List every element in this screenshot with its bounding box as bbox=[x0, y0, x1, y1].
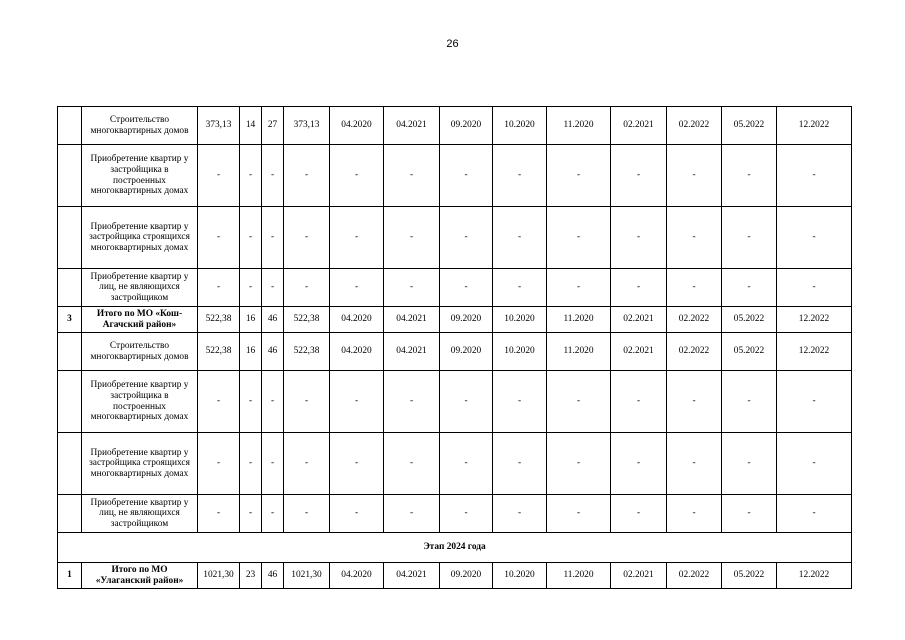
table-cell: - bbox=[384, 433, 440, 495]
table-cell: 46 bbox=[262, 307, 284, 333]
row-name: Приобретение квартир у лиц, не являющихся застройщиком bbox=[82, 495, 198, 533]
row-name: Приобретение квартир у застройщика строящихся многоквартирных домах bbox=[82, 433, 198, 495]
table-cell: - bbox=[284, 207, 330, 269]
table-cell: 02.2022 bbox=[667, 107, 722, 145]
table-cell: - bbox=[330, 207, 384, 269]
table-cell: - bbox=[284, 371, 330, 433]
table-cell: - bbox=[198, 433, 240, 495]
table-cell: 02.2021 bbox=[611, 333, 667, 371]
table-cell: - bbox=[722, 371, 777, 433]
table-cell: 09.2020 bbox=[440, 107, 493, 145]
table-cell: - bbox=[440, 371, 493, 433]
table-cell: - bbox=[262, 433, 284, 495]
row-number bbox=[58, 207, 82, 269]
table-cell: 373,13 bbox=[284, 107, 330, 145]
table-cell: - bbox=[384, 269, 440, 307]
table-cell: 04.2020 bbox=[330, 333, 384, 371]
table-cell: 12.2022 bbox=[777, 563, 852, 589]
table-total-row bbox=[58, 307, 852, 333]
table-cell: - bbox=[330, 371, 384, 433]
table-cell: 522,38 bbox=[198, 307, 240, 333]
table-cell: - bbox=[198, 495, 240, 533]
table-cell: - bbox=[611, 269, 667, 307]
table-cell: - bbox=[722, 145, 777, 207]
table-cell: - bbox=[777, 269, 852, 307]
row-name: Приобретение квартир у лиц, не являющихся застройщиком bbox=[82, 269, 198, 307]
table-cell: - bbox=[547, 433, 611, 495]
table-cell: - bbox=[330, 433, 384, 495]
table-cell: 522,38 bbox=[284, 307, 330, 333]
table-cell: - bbox=[240, 269, 262, 307]
table-cell: - bbox=[667, 145, 722, 207]
table-cell: - bbox=[284, 269, 330, 307]
table-cell: - bbox=[493, 207, 547, 269]
table-cell: - bbox=[440, 207, 493, 269]
table-cell: - bbox=[611, 433, 667, 495]
table-cell: 12.2022 bbox=[777, 107, 852, 145]
table-cell: 04.2020 bbox=[330, 307, 384, 333]
table-row bbox=[58, 371, 852, 433]
table-cell: 10.2020 bbox=[493, 307, 547, 333]
table-cell: - bbox=[384, 495, 440, 533]
table-cell: - bbox=[240, 495, 262, 533]
row-number bbox=[58, 107, 82, 145]
table-cell: - bbox=[493, 495, 547, 533]
table-cell: 10.2020 bbox=[493, 333, 547, 371]
row-number bbox=[58, 269, 82, 307]
table-cell: 1021,30 bbox=[284, 563, 330, 589]
table-cell: - bbox=[722, 207, 777, 269]
table-cell: 02.2021 bbox=[611, 563, 667, 589]
table-cell: 522,38 bbox=[284, 333, 330, 371]
table-cell: - bbox=[547, 495, 611, 533]
table-cell: - bbox=[777, 145, 852, 207]
row-number bbox=[58, 433, 82, 495]
table-cell: - bbox=[262, 495, 284, 533]
table-cell: 04.2021 bbox=[384, 563, 440, 589]
table-cell: 10.2020 bbox=[493, 563, 547, 589]
table-row bbox=[58, 269, 852, 307]
table-cell: - bbox=[611, 495, 667, 533]
table-cell: 46 bbox=[262, 333, 284, 371]
table-cell: - bbox=[493, 371, 547, 433]
table-cell: - bbox=[493, 433, 547, 495]
row-name: Приобретение квартир у застройщика в построенных многоквартирных домах bbox=[82, 145, 198, 207]
table-cell: 02.2022 bbox=[667, 333, 722, 371]
table-cell: 02.2021 bbox=[611, 307, 667, 333]
table-cell: 522,38 bbox=[198, 333, 240, 371]
table-cell: - bbox=[493, 145, 547, 207]
table-cell: - bbox=[330, 145, 384, 207]
row-name: Приобретение квартир у застройщика строящихся многоквартирных домах bbox=[82, 207, 198, 269]
table-cell: 11.2020 bbox=[547, 307, 611, 333]
table-cell: - bbox=[547, 269, 611, 307]
table-cell: 04.2020 bbox=[330, 563, 384, 589]
table-cell: 02.2021 bbox=[611, 107, 667, 145]
table-row bbox=[58, 333, 852, 371]
table-cell: 23 bbox=[240, 563, 262, 589]
table-cell: - bbox=[667, 371, 722, 433]
row-number bbox=[58, 145, 82, 207]
table-cell: 11.2020 bbox=[547, 563, 611, 589]
table-cell: 10.2020 bbox=[493, 107, 547, 145]
table-cell: - bbox=[262, 269, 284, 307]
table-cell: - bbox=[330, 269, 384, 307]
table-cell: 04.2021 bbox=[384, 307, 440, 333]
table-cell: 11.2020 bbox=[547, 333, 611, 371]
row-number bbox=[58, 495, 82, 533]
table-cell: - bbox=[777, 433, 852, 495]
table-cell: 05.2022 bbox=[722, 563, 777, 589]
table-cell: - bbox=[667, 495, 722, 533]
page-number: 26 bbox=[446, 38, 459, 50]
table-cell: - bbox=[198, 145, 240, 207]
table-cell: 04.2021 bbox=[384, 333, 440, 371]
table-cell: 373,13 bbox=[198, 107, 240, 145]
stage-label: Этап 2024 года bbox=[58, 533, 852, 563]
table-cell: - bbox=[440, 433, 493, 495]
table-cell: - bbox=[240, 433, 262, 495]
table-cell: 14 bbox=[240, 107, 262, 145]
table-cell: - bbox=[667, 433, 722, 495]
row-number bbox=[58, 371, 82, 433]
table-cell: - bbox=[611, 371, 667, 433]
table-cell: - bbox=[240, 207, 262, 269]
table-cell: 04.2020 bbox=[330, 107, 384, 145]
table-cell: - bbox=[722, 433, 777, 495]
table-cell: - bbox=[284, 145, 330, 207]
table-cell: 05.2022 bbox=[722, 307, 777, 333]
table-cell: - bbox=[440, 145, 493, 207]
table-cell: 05.2022 bbox=[722, 333, 777, 371]
table-cell: - bbox=[284, 433, 330, 495]
row-number: 1 bbox=[58, 563, 82, 589]
table-cell: - bbox=[547, 207, 611, 269]
row-number bbox=[58, 333, 82, 371]
table-cell: - bbox=[722, 269, 777, 307]
table-cell: 16 bbox=[240, 307, 262, 333]
table-cell: - bbox=[547, 145, 611, 207]
table-cell: - bbox=[198, 269, 240, 307]
row-name: Приобретение квартир у застройщика в построенных многоквартирных домах bbox=[82, 371, 198, 433]
table-cell: 09.2020 bbox=[440, 333, 493, 371]
table-cell: - bbox=[777, 207, 852, 269]
table-cell: - bbox=[611, 207, 667, 269]
table-cell: 46 bbox=[262, 563, 284, 589]
table-cell: - bbox=[667, 269, 722, 307]
table-row bbox=[58, 207, 852, 269]
table-cell: - bbox=[667, 207, 722, 269]
table-cell: 02.2022 bbox=[667, 307, 722, 333]
table-cell: - bbox=[440, 495, 493, 533]
row-name: Строительство многоквартирных домов bbox=[82, 333, 198, 371]
row-name: Итого по МО «Кош-Агачский район» bbox=[82, 307, 198, 333]
table-cell: 04.2021 bbox=[384, 107, 440, 145]
table-cell: - bbox=[284, 495, 330, 533]
table-cell: - bbox=[547, 371, 611, 433]
table-cell: - bbox=[198, 207, 240, 269]
table-cell: 12.2022 bbox=[777, 307, 852, 333]
table-cell: - bbox=[198, 371, 240, 433]
table-cell: 11.2020 bbox=[547, 107, 611, 145]
row-name: Итого по МО «Улаганский район» bbox=[82, 563, 198, 589]
table-cell: 05.2022 bbox=[722, 107, 777, 145]
table-cell: 09.2020 bbox=[440, 307, 493, 333]
table-cell: 12.2022 bbox=[777, 333, 852, 371]
table-cell: 1021,30 bbox=[198, 563, 240, 589]
table-row bbox=[58, 433, 852, 495]
table-cell: 02.2022 bbox=[667, 563, 722, 589]
table-cell: - bbox=[777, 495, 852, 533]
table-total-row bbox=[58, 563, 852, 589]
table-row bbox=[58, 495, 852, 533]
table-cell: - bbox=[722, 495, 777, 533]
table-cell: - bbox=[493, 269, 547, 307]
stage-header-row bbox=[58, 533, 852, 563]
table-cell: - bbox=[777, 371, 852, 433]
row-number: 3 bbox=[58, 307, 82, 333]
table-cell: - bbox=[262, 145, 284, 207]
table-cell: - bbox=[330, 495, 384, 533]
table-cell: - bbox=[384, 145, 440, 207]
table-cell: - bbox=[611, 145, 667, 207]
row-name: Строительство многоквартирных домов bbox=[82, 107, 198, 145]
table-cell: - bbox=[384, 371, 440, 433]
table-cell: - bbox=[384, 207, 440, 269]
table-row bbox=[58, 107, 852, 145]
table-row bbox=[58, 145, 852, 207]
table-cell: - bbox=[440, 269, 493, 307]
table-cell: - bbox=[240, 371, 262, 433]
resettlement-schedule-table bbox=[57, 106, 852, 589]
table-cell: 16 bbox=[240, 333, 262, 371]
table-cell: - bbox=[240, 145, 262, 207]
table-cell: 27 bbox=[262, 107, 284, 145]
table-cell: 09.2020 bbox=[440, 563, 493, 589]
table-cell: - bbox=[262, 371, 284, 433]
table-cell: - bbox=[262, 207, 284, 269]
